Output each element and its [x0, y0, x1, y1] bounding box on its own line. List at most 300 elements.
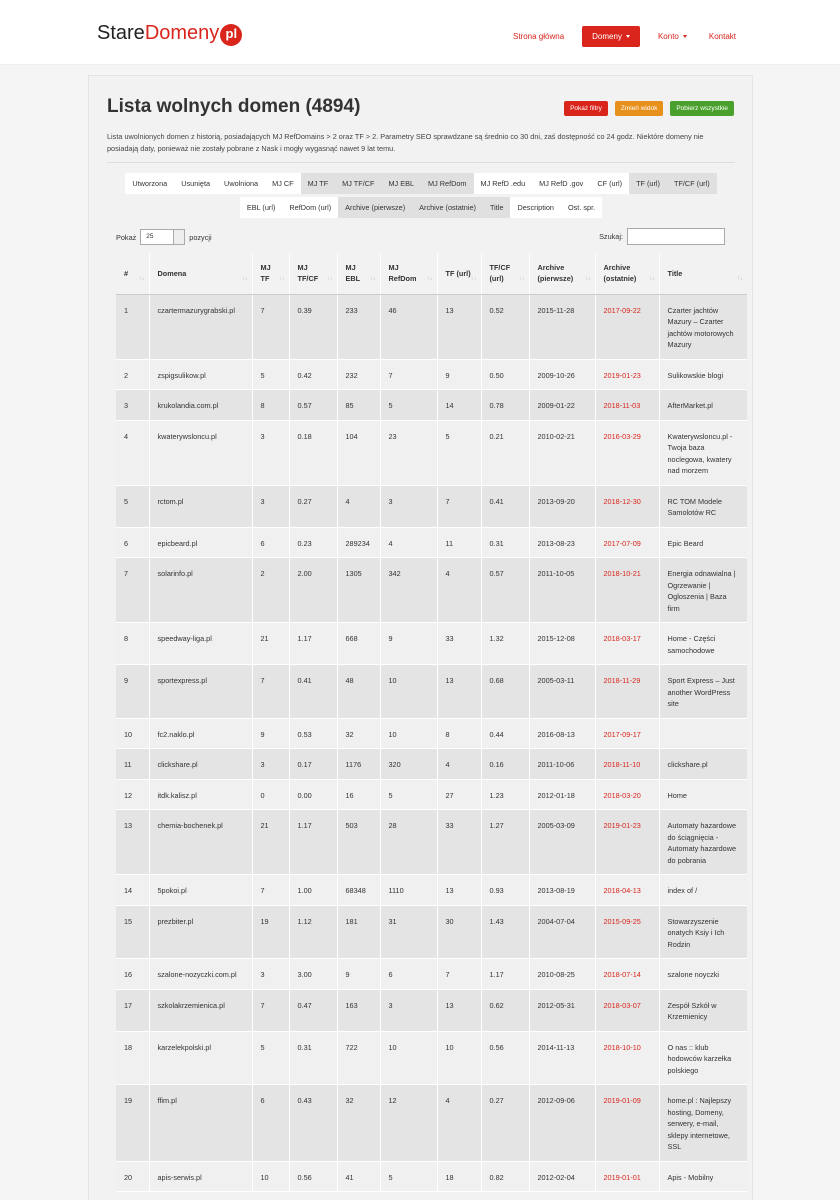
archive-last-cell: 2018-03-20	[595, 779, 659, 810]
nav-label: Konto	[657, 32, 679, 41]
mj-ebl-cell: 48	[337, 665, 380, 719]
table-row[interactable]	[116, 1085, 747, 1162]
mj-ebl-cell: 41	[337, 1161, 380, 1192]
archive-first-cell: 2009-10-26	[529, 359, 595, 390]
mj-ebl-cell: 85	[337, 390, 380, 421]
column-toggles	[123, 173, 719, 221]
col-header-archive-pierwsze[interactable]	[529, 253, 595, 294]
mj-tfcf-cell: 0.18	[289, 420, 337, 485]
mj-tfcf-cell: 0.43	[289, 1085, 337, 1162]
row-number: 9	[116, 665, 149, 719]
mj-refdom-cell: 5	[380, 779, 437, 810]
mj-refdom-cell: 3	[380, 989, 437, 1031]
col-header-archive-ostatnie[interactable]	[595, 253, 659, 294]
title-cell: AfterMarket.pl	[659, 390, 747, 421]
tf-url-cell: 27	[437, 779, 481, 810]
archive-last-cell: 2018-03-07	[595, 989, 659, 1031]
mj-tf-cell: 2	[252, 558, 289, 623]
row-number: 3	[116, 390, 149, 421]
mj-tfcf-cell: 3.00	[289, 959, 337, 990]
archive-last-cell: 2018-10-21	[595, 558, 659, 623]
sort-arrows-icon: ↑↓	[584, 275, 591, 282]
archive-last-cell: 2016-03-29	[595, 420, 659, 485]
archive-first-cell: 2013-08-19	[529, 875, 595, 906]
col-header-label: Archive (pierwsze)	[537, 263, 574, 284]
sort-arrows-icon: ↑↓	[470, 275, 477, 282]
mj-refdom-cell: 23	[380, 420, 437, 485]
title-cell	[659, 718, 747, 749]
title-cell: Zespół Szkół w Krzemienicy	[659, 989, 747, 1031]
divider	[107, 162, 735, 163]
table-row[interactable]	[116, 665, 747, 719]
tf-url-cell: 18	[437, 1161, 481, 1192]
zmien-widok-button[interactable]: Zmień widok	[615, 101, 663, 116]
tf-url-cell: 33	[437, 810, 481, 875]
mj-tfcf-cell: 0.57	[289, 390, 337, 421]
tfcf-url-cell: 0.44	[481, 718, 529, 749]
col-header-[interactable]	[116, 253, 149, 294]
mj-tf-cell: 9	[252, 718, 289, 749]
table-header-row	[116, 253, 747, 294]
mj-tf-cell: 6	[252, 527, 289, 558]
domain-cell[interactable]: clickshare.pl	[149, 749, 252, 780]
col-header-tf-url[interactable]	[437, 253, 481, 294]
mj-tfcf-cell: 0.23	[289, 527, 337, 558]
mj-tfcf-cell: 0.27	[289, 485, 337, 527]
site-logo[interactable]: StareDomeny pl	[97, 22, 242, 46]
mj-refdom-cell: 46	[380, 294, 437, 359]
tf-url-cell: 7	[437, 959, 481, 990]
table-row[interactable]	[116, 959, 747, 990]
tfcf-url-cell: 1.17	[481, 959, 529, 990]
row-number: 7	[116, 558, 149, 623]
table-row[interactable]	[116, 718, 747, 749]
table-row[interactable]	[116, 527, 747, 558]
mj-tfcf-cell: 1.17	[289, 810, 337, 875]
title-cell: Energia odnawialna | Ogrzewanie | Ogloszenia | Baza firm	[659, 558, 747, 623]
mj-ebl-cell: 181	[337, 905, 380, 959]
sort-arrows-icon: ↑↓	[326, 275, 333, 282]
mj-refdom-cell: 10	[380, 718, 437, 749]
archive-first-cell: 2005-03-09	[529, 810, 595, 875]
archive-first-cell: 2016-08-13	[529, 718, 595, 749]
mj-tfcf-cell: 1.00	[289, 875, 337, 906]
archive-last-cell: 2018-11-29	[595, 665, 659, 719]
nav-konto[interactable]	[654, 27, 691, 46]
mj-ebl-cell: 9	[337, 959, 380, 990]
title-cell: home.pl : Najlepszy hosting, Domeny, serwery, e-mail, sklepy internetowe, SSL	[659, 1085, 747, 1162]
domain-cell[interactable]: rctom.pl	[149, 485, 252, 527]
archive-last-cell: 2017-07-09	[595, 527, 659, 558]
table-row[interactable]	[116, 485, 747, 527]
mj-tf-cell: 5	[252, 359, 289, 390]
domain-cell[interactable]: krukolandia.com.pl	[149, 390, 252, 421]
col-header-domena[interactable]	[149, 253, 252, 294]
mj-ebl-cell: 32	[337, 1085, 380, 1162]
tf-url-cell: 30	[437, 905, 481, 959]
col-header-label: Domena	[157, 268, 187, 278]
archive-last-cell: 2018-12-30	[595, 485, 659, 527]
tfcf-url-cell: 0.56	[481, 1031, 529, 1085]
tfcf-url-cell: 0.78	[481, 390, 529, 421]
row-number: 11	[116, 749, 149, 780]
col-header-label: TF (url)	[445, 268, 471, 278]
tfcf-url-cell: 0.31	[481, 527, 529, 558]
domain-cell[interactable]: szkolakrzemienica.pl	[149, 989, 252, 1031]
col-header-label: #	[124, 268, 129, 278]
show-label: Pokaż	[116, 232, 137, 242]
row-number: 13	[116, 810, 149, 875]
caret-down-icon	[626, 35, 630, 38]
mj-refdom-cell: 10	[380, 665, 437, 719]
nav-strona-g-owna[interactable]	[509, 27, 568, 46]
mj-ebl-cell: 163	[337, 989, 380, 1031]
domain-cell[interactable]: kwaterywsloncu.pl	[149, 420, 252, 485]
mj-tfcf-cell: 0.39	[289, 294, 337, 359]
title-cell: Epic Beard	[659, 527, 747, 558]
archive-last-cell: 2018-04-13	[595, 875, 659, 906]
entries-label: pozycji	[189, 232, 212, 242]
archive-first-cell: 2012-09-06	[529, 1085, 595, 1162]
sort-arrows-icon: ↑↓	[518, 275, 525, 282]
archive-last-cell: 2015-09-25	[595, 905, 659, 959]
col-header-mj-ebl[interactable]	[337, 253, 380, 294]
col-header-mj-tf-cf[interactable]	[289, 253, 337, 294]
archive-first-cell: 2010-08-25	[529, 959, 595, 990]
domain-cell[interactable]: chemia-bochenek.pl	[149, 810, 252, 875]
tf-url-cell: 7	[437, 485, 481, 527]
table-body	[116, 294, 747, 1192]
mj-ebl-cell: 233	[337, 294, 380, 359]
tf-url-cell: 4	[437, 749, 481, 780]
row-number: 18	[116, 1031, 149, 1085]
mj-ebl-cell: 722	[337, 1031, 380, 1085]
title-cell: Apis - Mobilny	[659, 1161, 747, 1192]
action-buttons	[557, 101, 734, 116]
mj-refdom-cell: 6	[380, 959, 437, 990]
table-row[interactable]	[116, 558, 747, 623]
tfcf-url-cell: 0.68	[481, 665, 529, 719]
col-header-label: MJ TF/CF	[297, 263, 319, 284]
row-number: 8	[116, 623, 149, 665]
archive-last-cell: 2018-07-14	[595, 959, 659, 990]
title-cell: index of /	[659, 875, 747, 906]
toggle-mj-refd-gov[interactable]: MJ RefD .gov	[532, 173, 590, 194]
table-row[interactable]	[116, 810, 747, 875]
top-navbar	[0, 0, 840, 65]
tf-url-cell: 9	[437, 359, 481, 390]
toggle-tf-cf-url[interactable]: TF/CF (url)	[667, 173, 717, 194]
page-size-select[interactable]: 25	[140, 229, 185, 245]
toggle-mj-ebl[interactable]: MJ EBL	[381, 173, 421, 194]
pobierz-wszystkie-button[interactable]: Pobierz wszystkie	[670, 101, 734, 116]
archive-last-cell: 2019-01-09	[595, 1085, 659, 1162]
mj-tf-cell: 10	[252, 1161, 289, 1192]
toggle-refdom-url[interactable]: RefDom (url)	[282, 197, 338, 218]
domain-cell[interactable]: solarinfo.pl	[149, 558, 252, 623]
mj-ebl-cell: 503	[337, 810, 380, 875]
toggle-mj-tf[interactable]: MJ TF	[301, 173, 336, 194]
archive-last-cell: 2019-01-23	[595, 810, 659, 875]
mj-ebl-cell: 68348	[337, 875, 380, 906]
domain-cell[interactable]: zspigsulikow.pl	[149, 359, 252, 390]
table-row[interactable]	[116, 1161, 747, 1192]
table-row[interactable]	[116, 875, 747, 906]
mj-tf-cell: 7	[252, 989, 289, 1031]
mj-refdom-cell: 28	[380, 810, 437, 875]
mj-refdom-cell: 10	[380, 1031, 437, 1085]
sort-arrows-icon: ↑↓	[138, 275, 145, 282]
tfcf-url-cell: 0.27	[481, 1085, 529, 1162]
title-cell: O nas :: klub hodowców karzełka polskiego	[659, 1031, 747, 1085]
sort-arrows-icon: ↑↓	[737, 275, 743, 282]
row-number: 2	[116, 359, 149, 390]
table-row[interactable]	[116, 623, 747, 665]
mj-refdom-cell: 9	[380, 623, 437, 665]
tfcf-url-cell: 0.16	[481, 749, 529, 780]
mj-refdom-cell: 5	[380, 390, 437, 421]
table-row[interactable]	[116, 359, 747, 390]
title-cell: Sulikowskie blogi	[659, 359, 747, 390]
mj-tfcf-cell: 0.31	[289, 1031, 337, 1085]
sort-arrows-icon: ↑↓	[648, 275, 655, 282]
mj-tf-cell: 19	[252, 905, 289, 959]
tfcf-url-cell: 0.62	[481, 989, 529, 1031]
domains-table	[116, 253, 747, 1192]
tfcf-url-cell: 1.27	[481, 810, 529, 875]
col-header-mj-tf[interactable]	[252, 253, 289, 294]
toggle-utworzona[interactable]: Utworzona	[125, 173, 174, 194]
title-cell: clickshare.pl	[659, 749, 747, 780]
toggle-mj-refdom[interactable]: MJ RefDom	[421, 173, 474, 194]
tfcf-url-cell: 1.23	[481, 779, 529, 810]
mj-refdom-cell: 320	[380, 749, 437, 780]
archive-last-cell: 2017-09-17	[595, 718, 659, 749]
logo-badge: pl	[220, 24, 242, 46]
archive-first-cell: 2015-11-28	[529, 294, 595, 359]
toggle-mj-tf-cf[interactable]: MJ TF/CF	[335, 173, 381, 194]
page-title: Lista wolnych domen (4894)	[107, 96, 361, 117]
mj-tf-cell: 0	[252, 779, 289, 810]
mj-tfcf-cell: 1.12	[289, 905, 337, 959]
table-row[interactable]	[116, 294, 747, 359]
page-length-control	[116, 229, 212, 245]
archive-first-cell: 2004-07-04	[529, 905, 595, 959]
row-number: 10	[116, 718, 149, 749]
mj-tf-cell: 5	[252, 1031, 289, 1085]
domain-cell[interactable]: sportexpress.pl	[149, 665, 252, 719]
sort-arrows-icon: ↑↓	[241, 275, 248, 282]
row-number: 12	[116, 779, 149, 810]
table-row[interactable]	[116, 905, 747, 959]
col-header-label: MJ RefDom	[388, 263, 417, 284]
tf-url-cell: 13	[437, 294, 481, 359]
mj-tfcf-cell: 0.53	[289, 718, 337, 749]
toggle-cf-url[interactable]: CF (url)	[590, 173, 629, 194]
domain-cell[interactable]: apis-serwis.pl	[149, 1161, 252, 1192]
title-cell: Kwaterywsloncu.pl - Twoja baza noclegowa, kwatery nad morzem	[659, 420, 747, 485]
mj-ebl-cell: 32	[337, 718, 380, 749]
domain-cell[interactable]: czartermazurygrabski.pl	[149, 294, 252, 359]
toggle-ost-spr[interactable]: Ost. spr.	[561, 197, 602, 218]
domain-cell[interactable]: 5pokoi.pl	[149, 875, 252, 906]
table-row[interactable]	[116, 390, 747, 421]
domain-cell[interactable]: speedway-liga.pl	[149, 623, 252, 665]
toggle-mj-refd-edu[interactable]: MJ RefD .edu	[474, 173, 533, 194]
archive-first-cell: 2013-08-23	[529, 527, 595, 558]
archive-first-cell: 2011-10-06	[529, 749, 595, 780]
table-row[interactable]	[116, 420, 747, 485]
mj-refdom-cell: 31	[380, 905, 437, 959]
archive-last-cell: 2019-01-01	[595, 1161, 659, 1192]
nav-label: Strona główna	[513, 32, 565, 41]
sort-arrows-icon: ↑↓	[426, 275, 433, 282]
tfcf-url-cell: 1.43	[481, 905, 529, 959]
toggle-tf-url[interactable]: TF (url)	[629, 173, 667, 194]
row-number: 20	[116, 1161, 149, 1192]
toggle-uwolniona[interactable]: Uwolniona	[217, 173, 265, 194]
col-header-label: Archive (ostatnie)	[603, 263, 637, 284]
toggle-archive-pierwsze[interactable]: Archive (pierwsze)	[338, 197, 412, 218]
sort-arrows-icon: ↑↓	[369, 275, 376, 282]
tf-url-cell: 33	[437, 623, 481, 665]
archive-last-cell: 2018-11-10	[595, 749, 659, 780]
tfcf-url-cell: 1.32	[481, 623, 529, 665]
mj-tf-cell: 7	[252, 875, 289, 906]
row-number: 5	[116, 485, 149, 527]
pokaz-filtry-button[interactable]: Pokaż filtry	[564, 101, 608, 116]
mj-refdom-cell: 12	[380, 1085, 437, 1162]
col-header-mj-refdom[interactable]	[380, 253, 437, 294]
archive-first-cell: 2013-09-20	[529, 485, 595, 527]
tfcf-url-cell: 0.41	[481, 485, 529, 527]
mj-tf-cell: 3	[252, 420, 289, 485]
mj-tf-cell: 7	[252, 665, 289, 719]
toggle-mj-cf[interactable]: MJ CF	[265, 173, 300, 194]
domain-cell[interactable]: itdk.kalisz.pl	[149, 779, 252, 810]
tfcf-url-cell: 0.82	[481, 1161, 529, 1192]
title-cell: RC TOM Modele Samolotów RC	[659, 485, 747, 527]
col-header-label: Title	[667, 268, 683, 278]
toggle-title[interactable]: Title	[483, 197, 511, 218]
row-number: 15	[116, 905, 149, 959]
row-number: 14	[116, 875, 149, 906]
tf-url-cell: 8	[437, 718, 481, 749]
archive-first-cell: 2012-01-18	[529, 779, 595, 810]
col-header-tf-cf-url[interactable]	[481, 253, 529, 294]
mj-tfcf-cell: 1.17	[289, 623, 337, 665]
search-input[interactable]	[627, 228, 725, 245]
search-control	[599, 228, 725, 245]
tf-url-cell: 13	[437, 665, 481, 719]
archive-first-cell: 2011-10-05	[529, 558, 595, 623]
title-cell: Sport Express – Just another WordPress site	[659, 665, 747, 719]
mj-tfcf-cell: 2.00	[289, 558, 337, 623]
archive-first-cell: 2005-03-11	[529, 665, 595, 719]
domain-cell[interactable]: prezbiter.pl	[149, 905, 252, 959]
main-panel	[88, 75, 753, 1200]
mj-tfcf-cell: 0.41	[289, 665, 337, 719]
mj-ebl-cell: 104	[337, 420, 380, 485]
main-nav	[495, 26, 740, 47]
mj-refdom-cell: 5	[380, 1161, 437, 1192]
domain-cell[interactable]: epicbeard.pl	[149, 527, 252, 558]
domain-cell[interactable]: szalone-nozyczki.com.pl	[149, 959, 252, 990]
tfcf-url-cell: 0.57	[481, 558, 529, 623]
row-number: 1	[116, 294, 149, 359]
toggle-usunieta[interactable]: Usunięta	[174, 173, 217, 194]
mj-ebl-cell: 16	[337, 779, 380, 810]
domain-cell[interactable]: karzelekpolski.pl	[149, 1031, 252, 1085]
col-header-title[interactable]	[659, 253, 747, 294]
domain-cell[interactable]: ffim.pl	[149, 1085, 252, 1162]
nav-domeny[interactable]	[582, 26, 640, 47]
table-row[interactable]	[116, 989, 747, 1031]
title-cell: Home - Części samochodowe	[659, 623, 747, 665]
toggle-ebl-url[interactable]: EBL (url)	[240, 197, 283, 218]
caret-down-icon	[683, 35, 687, 38]
archive-first-cell: 2009-01-22	[529, 390, 595, 421]
nav-kontakt[interactable]	[705, 27, 740, 46]
tf-url-cell: 14	[437, 390, 481, 421]
mj-refdom-cell: 1110	[380, 875, 437, 906]
toggle-description[interactable]: Description	[510, 197, 561, 218]
mj-ebl-cell: 668	[337, 623, 380, 665]
table-row[interactable]	[116, 749, 747, 780]
title-cell: Home	[659, 779, 747, 810]
nav-label: Domeny	[592, 32, 622, 41]
tfcf-url-cell: 0.93	[481, 875, 529, 906]
mj-refdom-cell: 3	[380, 485, 437, 527]
archive-first-cell: 2012-02-04	[529, 1161, 595, 1192]
archive-last-cell: 2018-03-17	[595, 623, 659, 665]
row-number: 6	[116, 527, 149, 558]
mj-tfcf-cell: 0.17	[289, 749, 337, 780]
toggle-archive-ostatnie[interactable]: Archive (ostatnie)	[412, 197, 483, 218]
mj-tfcf-cell: 0.42	[289, 359, 337, 390]
title-cell: Czarter jachtów Mazury – Czarter jachtów motorowych Mazury	[659, 294, 747, 359]
tf-url-cell: 4	[437, 1085, 481, 1162]
table-row[interactable]	[116, 1031, 747, 1085]
mj-tf-cell: 3	[252, 485, 289, 527]
tf-url-cell: 11	[437, 527, 481, 558]
archive-last-cell: 2017-09-22	[595, 294, 659, 359]
tf-url-cell: 10	[437, 1031, 481, 1085]
row-number: 17	[116, 989, 149, 1031]
tf-url-cell: 5	[437, 420, 481, 485]
title-cell: szalone noyczki	[659, 959, 747, 990]
mj-ebl-cell: 1305	[337, 558, 380, 623]
mj-tf-cell: 21	[252, 623, 289, 665]
title-cell: Stowarzyszenie onatych Ksiy i Ich Rodzin	[659, 905, 747, 959]
mj-tf-cell: 3	[252, 959, 289, 990]
col-header-label: MJ EBL	[345, 263, 361, 284]
mj-tf-cell: 6	[252, 1085, 289, 1162]
table-row[interactable]	[116, 779, 747, 810]
archive-last-cell: 2019-01-23	[595, 359, 659, 390]
domain-cell[interactable]: fc2.naklo.pl	[149, 718, 252, 749]
page-description: Lista uwolnionych domen z historią, posiadających MJ RefDomains > 2 oraz TF > 2. Parametry SEO sprawdzane są średnio co 30 dni, zaś dostępność co 24 godz. Niektóre domeny nie posiadają daty, ponieważ nie zostały pobrane z Nask i mogły wygasnąć nawet 9 lat temu.	[107, 132, 704, 153]
row-number: 4	[116, 420, 149, 485]
mj-tfcf-cell: 0.56	[289, 1161, 337, 1192]
mj-ebl-cell: 4	[337, 485, 380, 527]
mj-tf-cell: 3	[252, 749, 289, 780]
row-number: 19	[116, 1085, 149, 1162]
tfcf-url-cell: 0.21	[481, 420, 529, 485]
mj-refdom-cell: 342	[380, 558, 437, 623]
mj-tfcf-cell: 0.00	[289, 779, 337, 810]
archive-first-cell: 2014-11-13	[529, 1031, 595, 1085]
